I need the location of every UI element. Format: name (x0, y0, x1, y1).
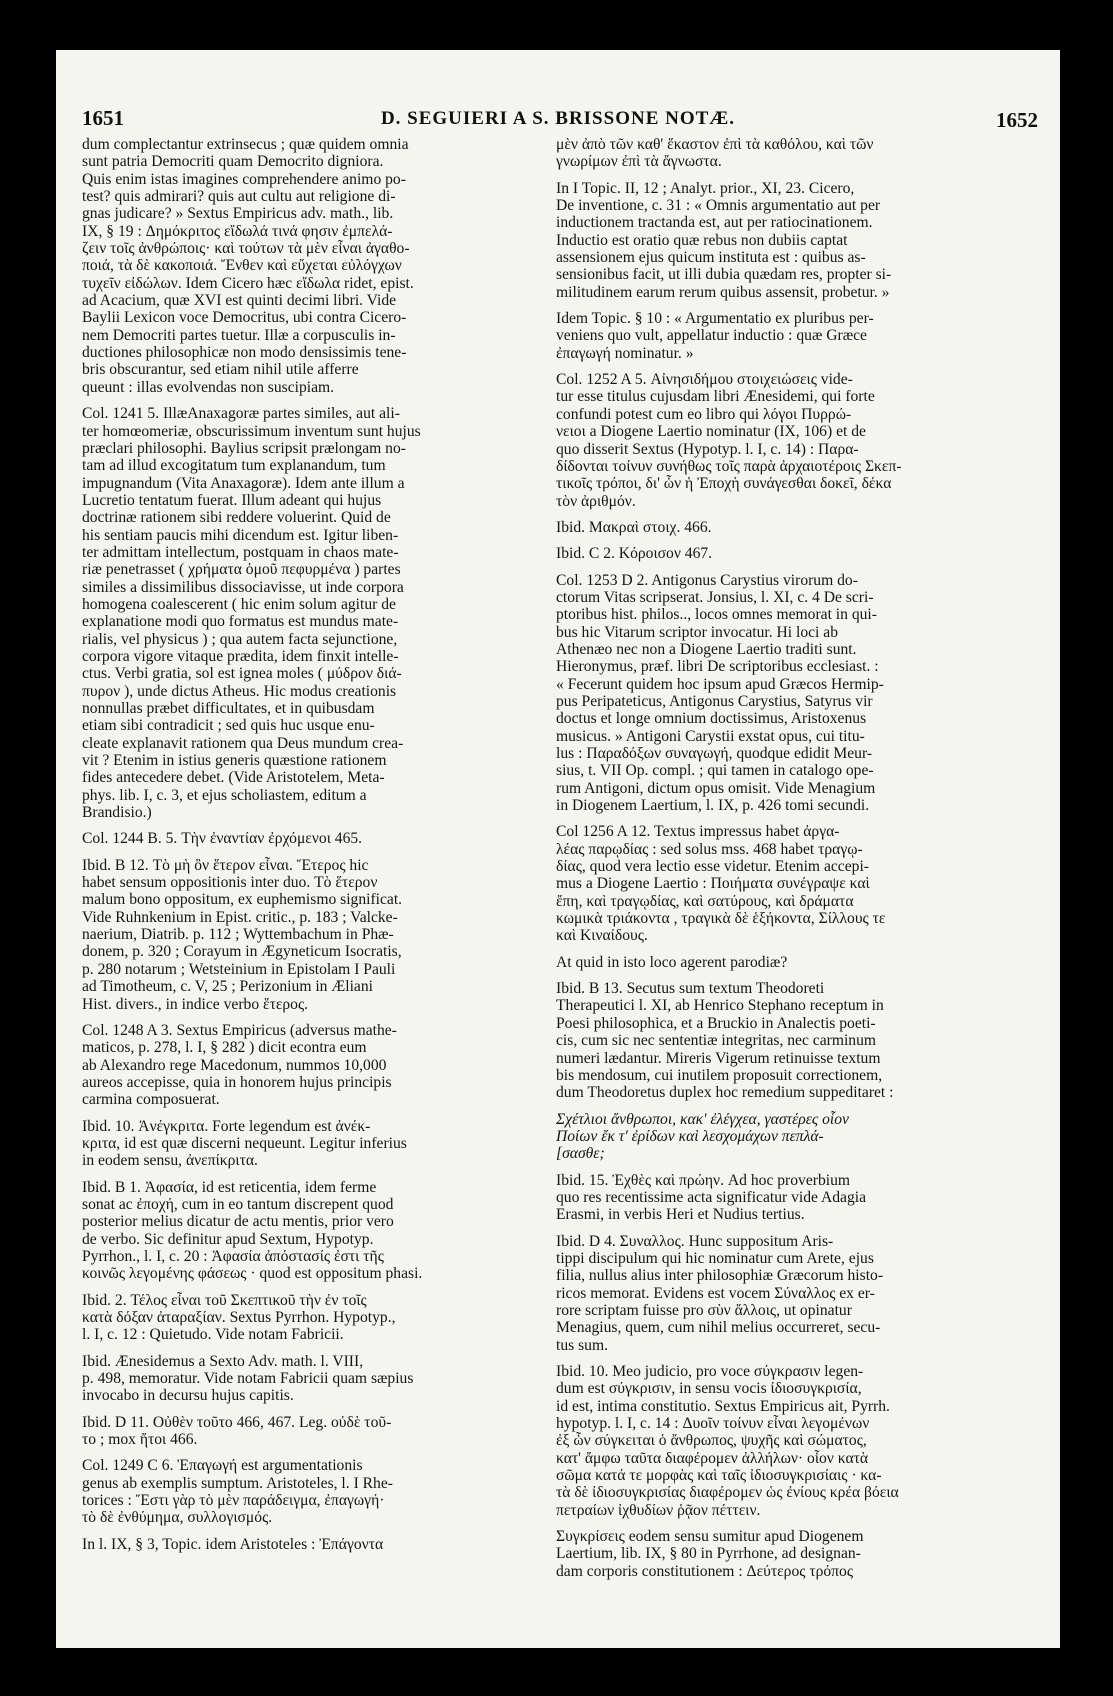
note-paragraph: Ibid. 10. Meo judicio, pro voce σύγκρασιν legen- dum est σύγκρισιν, in sensu vocis ἰδιοσυγκρισία, id est, intima constitutio. Sextus Empiricus ait, Pyrrh. hypotyp. l. I, c. 14 : Δυοῖν τοίνυν εἶναι λεγομένων ἐξ ὧν σύγκειται ὁ ἄνθρωπος, ψυχῆς καὶ σώματος, κατ' ἄμφω ταῦτα διαφέρομεν ἀλλήλων· οἷον κατὰ σῶμα κατά τε μορφὰς καὶ ταῖς ἰδιοσυγκρισίαις · κα- τὰ δὲ ἰδιοσυγκρισίας διαφέρομεν ὡς ἐνίους κρέα βόεια πετραίων ἰχθυδίων ῥᾷον πέττειν. (556, 1363, 899, 1519)
note-paragraph: dum complectantur extrinsecus ; quæ quidem omnia sunt patria Democriti quam Democrito digniora. Quis enim istas imagines comprehendere animo po- test? quis admirari? quis aut cultu aut religione di- gnas judicare? » Sextus Empiricus adv. math., lib. IX, § 19 : Δημόκριτος εἴδωλά τινά φησιν ἐμπελά- ζειν τοῖς ἀνθρώποις· καὶ τούτων τὰ μὲν εἶναι ἀγαθο- ποιά, τὰ δὲ κακοποιά. Ἔνθεν καὶ εὔχεται εὐλόγχων τυχεῖν εἰδώλων. Idem Cicero hæc εἴδωλα ridet, epist. ad Acacium, quæ XVI est quinti decimi libri. Vide Baylii Lexicon voce Democritus, ubi contra Cicero- nem Democriti partes tuetur. Illæ a corpusculis in- ductiones philosophicæ non modo densissimis tene- bris obscurantur, sed etiam nihil utile afferre queunt : illas evolvendas non suscipiam. (82, 136, 414, 396)
note-paragraph: Ibid. 2. Τέλος εἶναι τοῦ Σκεπτικοῦ τὴν ἐν τοῖς κατὰ δόξαν ἀταραξίαν. Sextus Pyrrhon. Hypotyp., l. I, c. 12 : Quietudo. Vide notam Fabricii. (82, 1291, 396, 1344)
book-page (56, 50, 1060, 1648)
note-paragraph: Col. 1241 5. IllæAnaxagoræ partes similes, aut ali- ter homœomeriæ, obscurissimum inventum sunt hujus præclari philosophi. Baylius scripsit prælongam no- tam ad illud excogitatum tum explanandum, tum impugnandum (Vita Anaxagoræ). Idem ante illum a Lucretio tentatum fuerat. Illum adeant qui hujus doctrinæ rationem sibi reddere voluerint. Quid de his sentiam paucis mihi dicendum est. Igitur liben- ter admittam intellectum, postquam in chaos mate- riæ penetrasset ( χρήματα ὁμοῦ πεφυρμένα ) partes similes a dissimilibus dissociavisse, ut inde corpora homogena coalescerent ( hic enim solum agitur de explanatione modi quo formatus est mundus mate- rialis, vel physicus ) ; qua autem facta sejunctione, corpora vigore vitaque prædita, idem finxit intelle- ctus. Verbi gratia, sol est ignea moles ( μύδρον διά- πυρον ), unde dictus Atheus. Hic modus creationis nonnullas præbet difficultates, et in quibusdam etiam sibi contradicit ; sed quis huc usque enu- cleate explanavit rationem qua Deus mundum crea- vit ? Etenim in istius generis quæstione rationem fides antecedere debet. (Vide Aristotelem, Meta- phys. lib. I, c. 3, et ejus scholiastem, editum a Brandisio.) (82, 405, 421, 822)
note-paragraph: Ibid. Ænesidemus a Sexto Adv. math. l. VIII, p. 498, memoratur. Vide notam Fabricii quam sæpius invocabo in decursu hujus capitis. (82, 1352, 414, 1405)
note-paragraph: Col. 1244 B. 5. Τὴν ἐναντίαν ἐρχόμενοι 465. (82, 830, 363, 848)
left-column (82, 136, 532, 1553)
note-paragraph: Col. 1253 D 2. Antigonus Carystius virorum do- ctorum Vitas scripserat. Jonsius, l. XI, c. 4 De scri- ptoribus hist. philos.., locos omnes memorat in qui- bus hic Vitarum scriptor invocatur. Hi loci ab Athenæo nec non a Diogene Laertio traditi sunt. Hieronymus, præf. libri De scriptoribus ecclesiast. : « Fecerunt quidem hoc ipsum apud Græcos Hermip- pus Peripateticus, Antigonus Carystius, Satyrus vir doctus et longe omnium doctissimus, Aristoxenus musicus. » Antigoni Carystii exstat opus, cui titu- lus : Παραδόξων συναγωγή, quodque edidit Meur- sius, t. VII Op. compl. ; qui tamen in catalogo ope- rum Antigoni, dictum opus omisit. Vide Menagium in Diogenem Laertium, l. IX, p. 426 tomi secundi. (556, 571, 884, 815)
note-paragraph: Ibid. B 1. Ἀφασία, id est reticentia, idem ferme sonat ac ἐποχή, cum in eo tantum discrepent quod posterior melius dicatur de actu mentis, prior vero de verbo. Sic definitur apud Sextum, Hypotyp. Pyrrhon., l. I, c. 20 : Ἀφασία ἀπόστασίς ἐστι τῆς κοινῶς λεγομένης φάσεως · quod est oppositum phasi. (82, 1178, 423, 1283)
note-paragraph: Συγκρίσεις eodem sensu sumitur apud Diogenem Laertium, lib. IX, § 80 in Pyrrhone, ad designan- dam corporis constitutionem : Δεύτερος τρόπος (556, 1528, 864, 1580)
note-paragraph: Ibid. Μακραὶ στοιχ. 466. (556, 518, 712, 536)
note-paragraph: At quid in isto loco agerent parodiæ? (556, 953, 788, 971)
note-paragraph: Ibid. D 4. Συναλλος. Hunc suppositum Aris- tippi discipulum qui hic nominatur cum Arete, ejus filia, nullus alius inter philosophiæ Græcorum histo- ricos memorat. Evidens est vocem Σύναλλος ex er- rore scriptam fuisse pro σὺν ἄλλοις, ut opinatur Menagius, quem, cum nihil melius occurreret, secu- tus sum. (556, 1232, 884, 1354)
note-paragraph: Idem Topic. § 10 : « Argumentatio ex pluribus per- veniens quo vult, appellatur inductio : quæ Græce ἐπαγωγή nominatur. » (556, 310, 874, 362)
verse-quotation: Σχέτλιοι ἄνθρωποι, κακ' ἐλέγχεα, γαστέρες οἷον Ποίων ἔκ τ' ἐρίδων καὶ λεσχομάχων πεπλά- [σασθε; (556, 1110, 849, 1163)
note-paragraph: Ibid. B 12. Τὸ μὴ ὂν ἕτερον εἶναι. Ἕτερος hic habet sensum oppositionis inter duo. Τὸ ἕτερον malum bono oppositum, ex euphemismo significat. Vide Ruhnkenium in Epist. critic., p. 183 ; Valcke- naerium, Diatrib. p. 112 ; Wyttembachum in Phæ- donem, p. 320 ; Corayum in Ægyneticum Isocratis, p. 280 notarum ; Wetsteinium in Epistolam I Pauli ad Timotheum, c. V, 25 ; Perizonium in Æliani Hist. divers., in indice verbo ἕτερος. (82, 856, 403, 1013)
note-paragraph: Col 1256 A 12. Textus impressus habet ἀργα- λέας παρῳδίας : sed solus mss. 468 habet τραγῳ- δίας, quod vera lectio esse videtur. Etenim accepi- mus a Diogene Laertio : Ποιήματα συνέγραψε καὶ ἔπη, καὶ τραγῳδίας, καὶ σατύρους, καὶ δράματα κωμικὰ τριάκοντα , τραγικὰ δὲ ἑξήκοντα, Σίλλους τε καὶ Κιναίδους. (556, 823, 886, 945)
note-paragraph: Ibid. 10. Ἀνέγκριτα. Forte legendum est ἀνέκ- κριτα, id est quæ discerni nequeunt. Legitur inferius in eodem sensu, ἀνεπίκριτα. (82, 1117, 407, 1170)
note-paragraph: Ibid. C 2. Κόροισον 467. (556, 545, 713, 563)
note-paragraph: Col. 1249 C 6. Ἐπαγωγή est argumentationis genus ab exemplis sumptum. Aristoteles, l. I Rhe- torices : Ἔστι γὰρ τὸ μὲν παράδειγμα, ἐπαγωγή· τὸ δὲ ἐνθύμημα, συλλογισμός. (82, 1457, 393, 1527)
note-paragraph: In I Topic. II, 12 ; Analyt. prior., XI, 23. Cicero, De inventione, c. 31 : « Omnis argumentatio aut per inductionem tractanda est, aut per ratiocinationem. Inductio est oratio quæ rebus non dubiis captat assensionem ejus quicum instituta est : quibus as- sensionibus facit, ut illi dubia quædam res, propter si- militudinem earum rerum quibus assensit, probetur. » (556, 179, 892, 301)
note-paragraph: Ibid. 15. Ἐχθὲς καὶ πρώην. Ad hoc proverbium quo res recentissime acta significatur vide Adagia Erasmi, in verbis Heri et Nudius tertius. (556, 1171, 867, 1224)
note-paragraph: Ibid. B 13. Secutus sum textum Theodoreti Therapeutici l. XI, ab Henrico Stephano receptum in Poesi philosophica, et a Bruckio in Analectis poeti- cis, cum sic nec sententiæ integritas, nec carminum numeri lædantur. Mireris Vigerum retinuisse textum bis mendosum, cui inutilem proposuit correctionem, dum Theodoretus duplex hoc remedium suppeditaret : (556, 980, 894, 1102)
note-paragraph: μὲν ἀπὸ τῶν καθ' ἕκαστον ἐπὶ τὰ καθόλου, καὶ τῶν γνωρίμων ἐπὶ τὰ ἄγνωστα. (556, 136, 874, 171)
note-paragraph: In l. IX, § 3, Topic. idem Aristoteles : Ἐπάγοντα (82, 1535, 384, 1553)
right-page-number: 1652 (996, 108, 1038, 132)
running-header (56, 106, 1060, 136)
running-title: D. SEGUIERI A S. BRISSONE NOTÆ. (380, 108, 736, 129)
note-paragraph: Ibid. D 11. Οὐθὲν τοῦτο 466, 467. Leg. οὐδὲ τοῦ- το ; mox ἤτοι 466. (82, 1413, 392, 1449)
right-column (556, 136, 1040, 1580)
left-page-number: 1651 (82, 106, 124, 130)
note-paragraph: Col. 1252 A 5. Αἰνησιδήμου στοιχειώσεις vide- tur esse titulus cujusdam libri Ænesidemi, qui forte confundi potest cum eo libro qui λόγοι Πυρρώ- νειοι a Diogene Laertio nominatur (IX, 106) et de quo disserit Sextus (Hypotyp. l. I, c. 14) : Παρα- δίδονται τοίνυν συνήθως τοῖς παρὰ ἀρχαιοτέροις Σκεπ- τικοῖς τρόποι, δι' ὧν ἡ Ἐποχὴ συνάγεσθαι δοκεῖ, δέκα τὸν ἀριθμόν. (556, 371, 902, 510)
note-paragraph: Col. 1248 A 3. Sextus Empiricus (adversus mathe- maticos, p. 278, l. I, § 282 ) dicit econtra eum ab Alexandro rege Macedonum, nummos 10,000 aureos accepisse, quia in honorem hujus principis carmina composuerat. (82, 1021, 397, 1109)
